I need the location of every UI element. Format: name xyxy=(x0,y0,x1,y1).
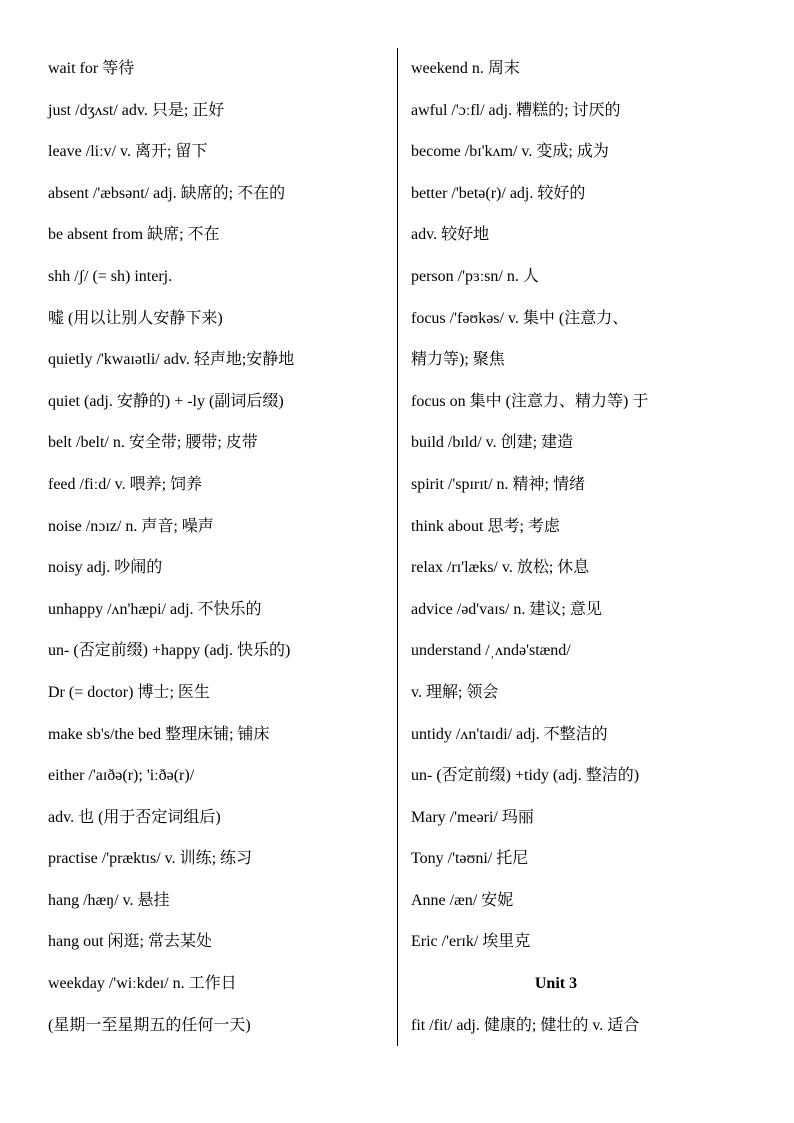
vocab-entry: Tony /'təʊni/ 托尼 xyxy=(411,850,529,868)
vocab-entry: quietly /'kwaɪətli/ adv. 轻声地;安静地 xyxy=(48,351,295,369)
vocab-entry: either /'aɪðə(r); 'iːðə(r)/ xyxy=(48,767,195,785)
vocab-entry: hang out 闲逛; 常去某处 xyxy=(48,933,212,951)
vocab-entry: awful /'ɔːfl/ adj. 糟糕的; 讨厌的 xyxy=(411,101,621,119)
vocab-entry: 嘘 (用以让别人安静下来) xyxy=(48,309,223,327)
column-divider xyxy=(397,48,398,1046)
vocab-entry: think about 思考; 考虑 xyxy=(411,517,560,535)
vocab-entry: become /bɪ'kʌm/ v. 变成; 成为 xyxy=(411,143,609,161)
vocab-entry: untidy /ʌn'taɪdi/ adj. 不整洁的 xyxy=(411,725,608,743)
vocab-entry: belt /belt/ n. 安全带; 腰带; 皮带 xyxy=(48,434,258,452)
vocab-entry: understand /ˌʌndə'stænd/ xyxy=(411,642,571,660)
left-vocabulary-column xyxy=(48,48,388,1046)
vocab-entry: focus /'fəʊkəs/ v. 集中 (注意力、 xyxy=(411,309,629,327)
vocab-entry: fit /fit/ adj. 健康的; 健壮的 v. 适合 xyxy=(411,1016,640,1034)
vocab-entry: build /bɪld/ v. 创建; 建造 xyxy=(411,434,574,452)
vocab-entry: better /'betə(r)/ adj. 较好的 xyxy=(411,184,586,202)
vocab-entry: adv. 较好地 xyxy=(411,226,490,244)
vocab-entry: noisy adj. 吵闹的 xyxy=(48,559,163,577)
vocab-entry: v. 理解; 领会 xyxy=(411,683,499,701)
vocab-entry: weekday /'wiːkdeɪ/ n. 工作日 xyxy=(48,975,237,993)
vocab-entry: 精力等); 聚焦 xyxy=(411,351,505,369)
vocab-entry: feed /fiːd/ v. 喂养; 饲养 xyxy=(48,475,203,493)
vocab-entry: make sb's/the bed 整理床铺; 铺床 xyxy=(48,725,270,743)
vocab-entry: un- (否定前缀) +tidy (adj. 整洁的) xyxy=(411,767,640,785)
vocab-entry: just /dʒʌst/ adv. 只是; 正好 xyxy=(48,101,225,119)
vocab-entry: adv. 也 (用于否定词组后) xyxy=(48,808,221,826)
vocab-entry: Anne /æn/ 安妮 xyxy=(411,891,514,909)
vocab-entry: weekend n. 周末 xyxy=(411,60,520,77)
vocab-entry: hang /hæŋ/ v. 悬挂 xyxy=(48,891,170,909)
vocab-entry: absent /'æbsənt/ adj. 缺席的; 不在的 xyxy=(48,184,286,202)
vocab-entry: leave /liːv/ v. 离开; 留下 xyxy=(48,143,208,161)
vocab-entry: spirit /'spɪrɪt/ n. 精神; 情绪 xyxy=(411,475,586,493)
vocab-entry: shh /ʃ/ (= sh) interj. xyxy=(48,267,173,285)
vocab-entry: practise /'præktɪs/ v. 训练; 练习 xyxy=(48,850,253,868)
vocab-entry: be absent from 缺席; 不在 xyxy=(48,226,220,244)
vocab-entry: Mary /'meəri/ 玛丽 xyxy=(411,808,534,826)
vocab-entry: Dr (= doctor) 博士; 医生 xyxy=(48,683,210,701)
right-vocabulary-column xyxy=(411,48,751,1046)
vocab-entry: unhappy /ʌn'hæpi/ adj. 不快乐的 xyxy=(48,600,262,618)
vocab-entry: Eric /'erɪk/ 埃里克 xyxy=(411,933,531,951)
unit-heading: Unit 3 xyxy=(534,975,578,993)
vocab-entry: relax /rɪ'læks/ v. 放松; 休息 xyxy=(411,559,590,577)
vocab-entry: un- (否定前缀) +happy (adj. 快乐的) xyxy=(48,642,291,660)
vocab-entry: advice /əd'vaɪs/ n. 建议; 意见 xyxy=(411,600,602,618)
vocab-entry: (星期一至星期五的任何一天) xyxy=(48,1016,251,1034)
vocab-entry: noise /nɔɪz/ n. 声音; 噪声 xyxy=(48,517,214,535)
vocab-entry: person /'pɜːsn/ n. 人 xyxy=(411,267,539,285)
vocab-entry: focus on 集中 (注意力、精力等) 于 xyxy=(411,392,649,410)
vocab-entry: wait for 等待 xyxy=(48,60,135,77)
vocab-entry: quiet (adj. 安静的) + -ly (副词后缀) xyxy=(48,392,284,410)
